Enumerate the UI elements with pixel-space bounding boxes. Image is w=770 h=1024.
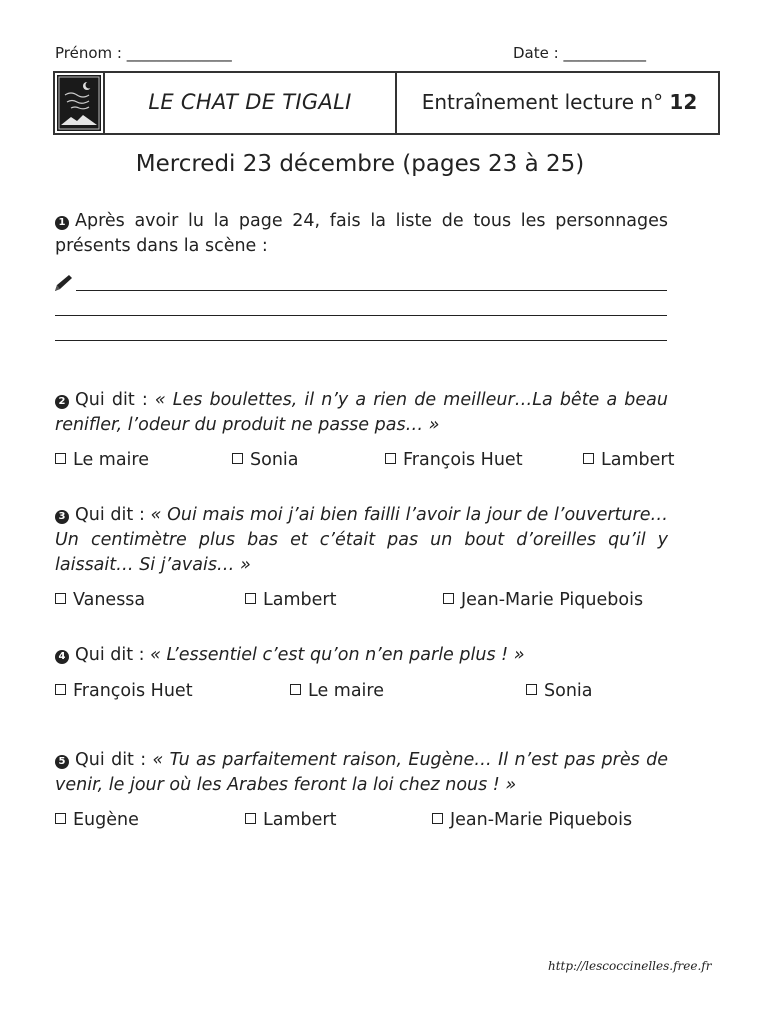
- choice-label: Jean-Marie Piquebois: [461, 590, 644, 610]
- title-box: [53, 71, 720, 135]
- book-title: LE CHAT DE TIGALI: [148, 90, 352, 114]
- choice-label: Jean-Marie Piquebois: [450, 810, 633, 830]
- question-number: 1: [55, 216, 69, 230]
- checkbox[interactable]: [432, 813, 443, 824]
- checkbox[interactable]: [526, 684, 537, 695]
- choice-option[interactable]: [245, 810, 336, 830]
- question-text: Après avoir lu la page 24, fais la liste de tous les personnages présents dans la scène :: [55, 211, 668, 256]
- checkbox[interactable]: [55, 813, 66, 824]
- question-prefix: Qui dit :: [75, 645, 145, 665]
- book-cover-image: [57, 75, 101, 131]
- choice-option[interactable]: [385, 450, 523, 470]
- choice-option[interactable]: [232, 450, 299, 470]
- choice-option[interactable]: [55, 450, 149, 470]
- question-prefix: Qui dit :: [75, 390, 148, 410]
- choice-label: Vanessa: [73, 590, 146, 610]
- footer-url: http://lescoccinelles.free.fr: [548, 959, 712, 973]
- question-number: 5: [55, 755, 69, 769]
- question-number: 2: [55, 395, 69, 409]
- choice-label: Lambert: [601, 450, 675, 470]
- checkbox[interactable]: [245, 813, 256, 824]
- prenom-field: Prénom : ______________: [55, 44, 232, 62]
- choice-label: Le maire: [308, 681, 384, 701]
- checkbox[interactable]: [232, 453, 243, 464]
- choice-label: Sonia: [250, 450, 299, 470]
- choice-option[interactable]: [55, 590, 145, 610]
- checkbox[interactable]: [385, 453, 396, 464]
- page-title: Mercredi 23 décembre (pages 23 à 25): [135, 151, 585, 177]
- question-prefix: Qui dit :: [75, 750, 147, 770]
- question-number: 3: [55, 510, 69, 524]
- choice-option[interactable]: [583, 450, 674, 470]
- question-prefix: Qui dit :: [75, 505, 145, 525]
- question-number: 4: [55, 650, 69, 664]
- question-3: [55, 503, 668, 578]
- choice-option[interactable]: [290, 681, 384, 701]
- lesson-label: [397, 90, 722, 114]
- checkbox[interactable]: [290, 684, 301, 695]
- checkbox[interactable]: [55, 684, 66, 695]
- answer-line[interactable]: [76, 290, 667, 291]
- choice-label: Lambert: [263, 810, 337, 830]
- question-quote: « Tu as parfaitement raison, Eugène… Il n’est pas près de venir, le jour où les Arabes feront la loi chez nous ! »: [55, 750, 668, 795]
- choice-label: François Huet: [403, 450, 523, 470]
- checkbox[interactable]: [55, 593, 66, 604]
- choice-label: Eugène: [73, 810, 139, 830]
- choice-label: François Huet: [73, 681, 193, 701]
- answer-line[interactable]: [55, 315, 667, 316]
- choice-option[interactable]: [443, 590, 643, 610]
- checkbox[interactable]: [245, 593, 256, 604]
- choice-label: Sonia: [544, 681, 593, 701]
- question-2: [55, 388, 668, 438]
- question-1: [55, 209, 668, 259]
- question-quote: « Oui mais moi j’ai bien failli l’avoir la jour de l’ouverture… Un centimètre plus bas et c’était pas un bout d’oreilles qu’il y laissait… Si j’avais… »: [55, 505, 668, 575]
- choice-option[interactable]: [55, 681, 193, 701]
- lesson-label-text: Entraînement lecture n°: [421, 90, 664, 114]
- choice-option[interactable]: [55, 810, 139, 830]
- checkbox[interactable]: [55, 453, 66, 464]
- checkbox[interactable]: [583, 453, 594, 464]
- choice-option[interactable]: [245, 590, 336, 610]
- question-4: [55, 643, 668, 668]
- question-quote: « L’essentiel c’est qu’on n’en parle plus ! »: [150, 645, 525, 665]
- choice-label: Lambert: [263, 590, 337, 610]
- choice-label: Le maire: [73, 450, 149, 470]
- date-field: Date : ___________: [513, 44, 646, 62]
- checkbox[interactable]: [443, 593, 454, 604]
- lesson-number: 12: [669, 90, 698, 114]
- question-quote: « Les boulettes, il n’y a rien de meilleur…La bête a beau renifler, l’odeur du produit ne passe pas… »: [55, 390, 668, 435]
- answer-line[interactable]: [55, 340, 667, 341]
- choice-option[interactable]: [526, 681, 593, 701]
- pencil-icon: [53, 273, 75, 293]
- question-5: [55, 748, 668, 798]
- choice-option[interactable]: [432, 810, 632, 830]
